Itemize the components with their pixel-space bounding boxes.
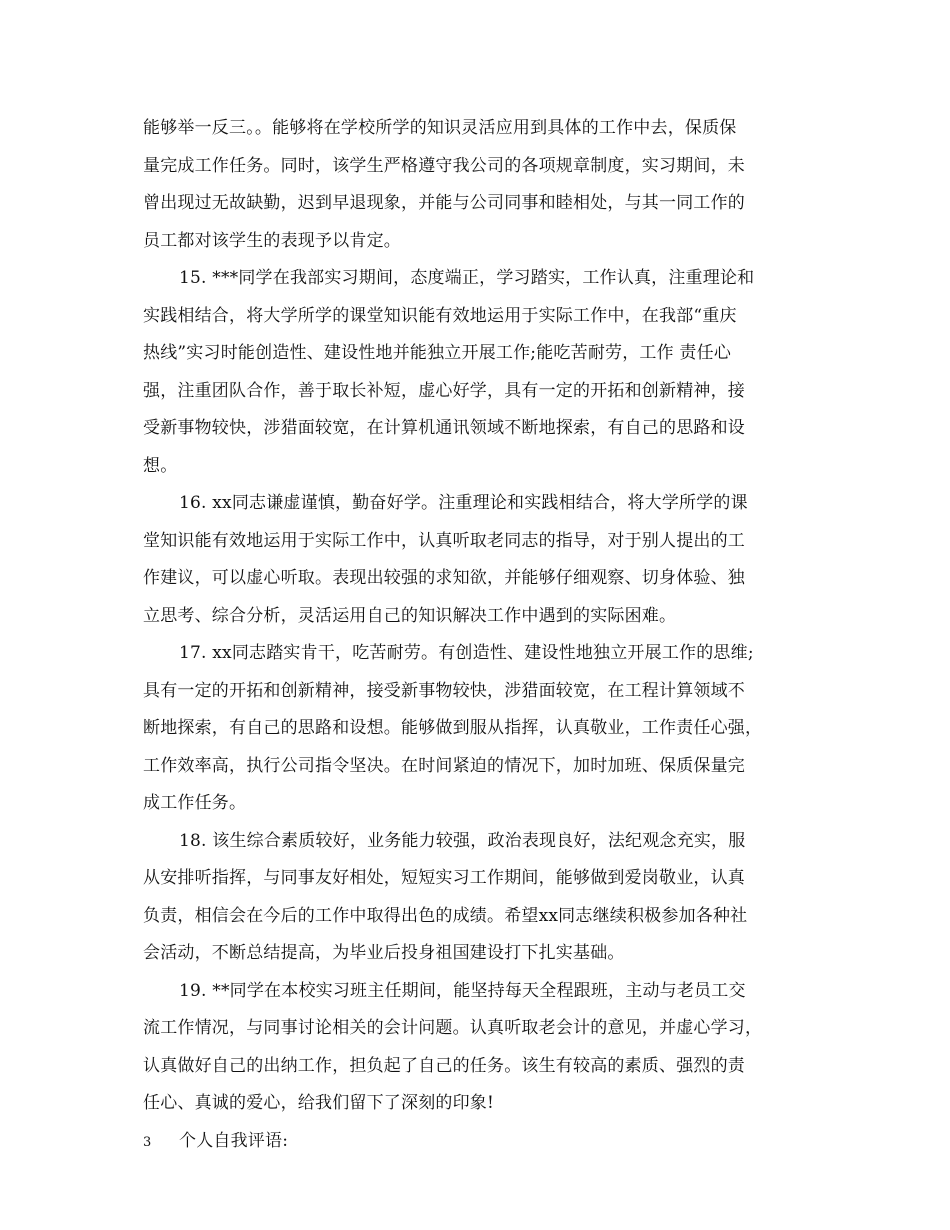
text-line: 实践相结合，将大学所学的课堂知识能有效地运用于实际工作中，在我部“重庆 <box>143 305 737 326</box>
text-line: 15. ***同学在我部实习期间，态度端正，学习踏实，工作认真，注重理论和 <box>179 268 755 288</box>
text-line: 能够举一反三。。能够将在学校所学的知识灵活应用到具体的工作中去，保质保 <box>143 118 737 138</box>
text-line: 负责，相信会在今后的工作中取得出色的成绩。希望xx同志继续积极参加各种社 <box>143 905 748 926</box>
text-line: 作建议，可以虚心听取。表现出较强的求知欲，并能够仔细观察、切身体验、独 <box>143 568 745 588</box>
text-line: 会活动，不断总结提高，为毕业后投身祖国建设打下扎实基础。 <box>143 943 625 963</box>
document-body <box>143 110 815 1160</box>
text-line: 堂知识能有效地运用于实际工作中，认真听取老同志的指导，对于别人提出的工 <box>143 530 745 551</box>
text-line: 员工都对该学生的表现予以肯定。 <box>143 230 401 251</box>
text-line: 从安排听指挥，与同事友好相处，短短实习工作期间，能够做到爱岗敬业，认真 <box>143 868 745 888</box>
text-line: 受新事物较快，涉猎面较宽，在计算机通讯领域不断地探索，有自己的思路和设 <box>143 418 745 438</box>
text-line: 任心、真诚的爱心，给我们留下了深刻的印象! <box>143 1093 495 1113</box>
text-line: 17. xx同志踏实肯干，吃苦耐劳。有创造性、建设性地独立开展工作的思维; <box>179 643 754 663</box>
text-line: 想。 <box>143 455 178 476</box>
text-line: 认真做好自己的出纳工作，担负起了自己的任务。该生有较高的素质、强烈的责 <box>143 1055 745 1076</box>
text-line: 量完成工作任务。同时，该学生严格遵守我公司的各项规章制度，实习期间，未 <box>143 155 745 176</box>
text-line: 热线”实习时能创造性、建设性地并能独立开展工作;能吃苦耐劳，工作 责任心 <box>143 343 732 363</box>
text-line: 立思考、综合分析，灵活运用自己的知识解决工作中遇到的实际困难。 <box>143 605 677 626</box>
text-line: 19. **同学在本校实习班主任期间，能坚持每天全程跟班，主动与老员工交 <box>179 980 746 1001</box>
text-line: 强，注重团队合作，善于取长补短，虚心好学，具有一定的开拓和创新精神，接 <box>143 380 745 401</box>
text-line: 16. xx同志谦虚谨慎，勤奋好学。注重理论和实践相结合，将大学所学的课 <box>179 493 748 513</box>
text-line: 成工作任务。 <box>143 793 247 813</box>
text-line: 个人自我评语: <box>179 1130 289 1151</box>
text-line: 18. 该生综合素质较好，业务能力较强，政治表现良好，法纪观念充实，服 <box>179 830 746 851</box>
text-line: 流工作情况，与同事讨论相关的会计问题。认真听取老会计的意见，并虚心学习， <box>143 1018 763 1038</box>
text-line: 曾出现过无故缺勤，迟到早退现象，并能与公司同事和睦相处，与其一同工作的 <box>143 193 745 213</box>
text-line: 断地探索，有自己的思路和设想。能够做到服从指挥，认真敬业，工作责任心强， <box>143 718 763 738</box>
text-line: 工作效率高，执行公司指令坚决。在时间紧迫的情况下，加时加班、保质保量完 <box>143 755 745 776</box>
text-line: 具有一定的开拓和创新精神，接受新事物较快，涉猎面较宽，在工程计算领域不 <box>143 680 745 701</box>
page-number: 3 <box>143 1135 152 1150</box>
